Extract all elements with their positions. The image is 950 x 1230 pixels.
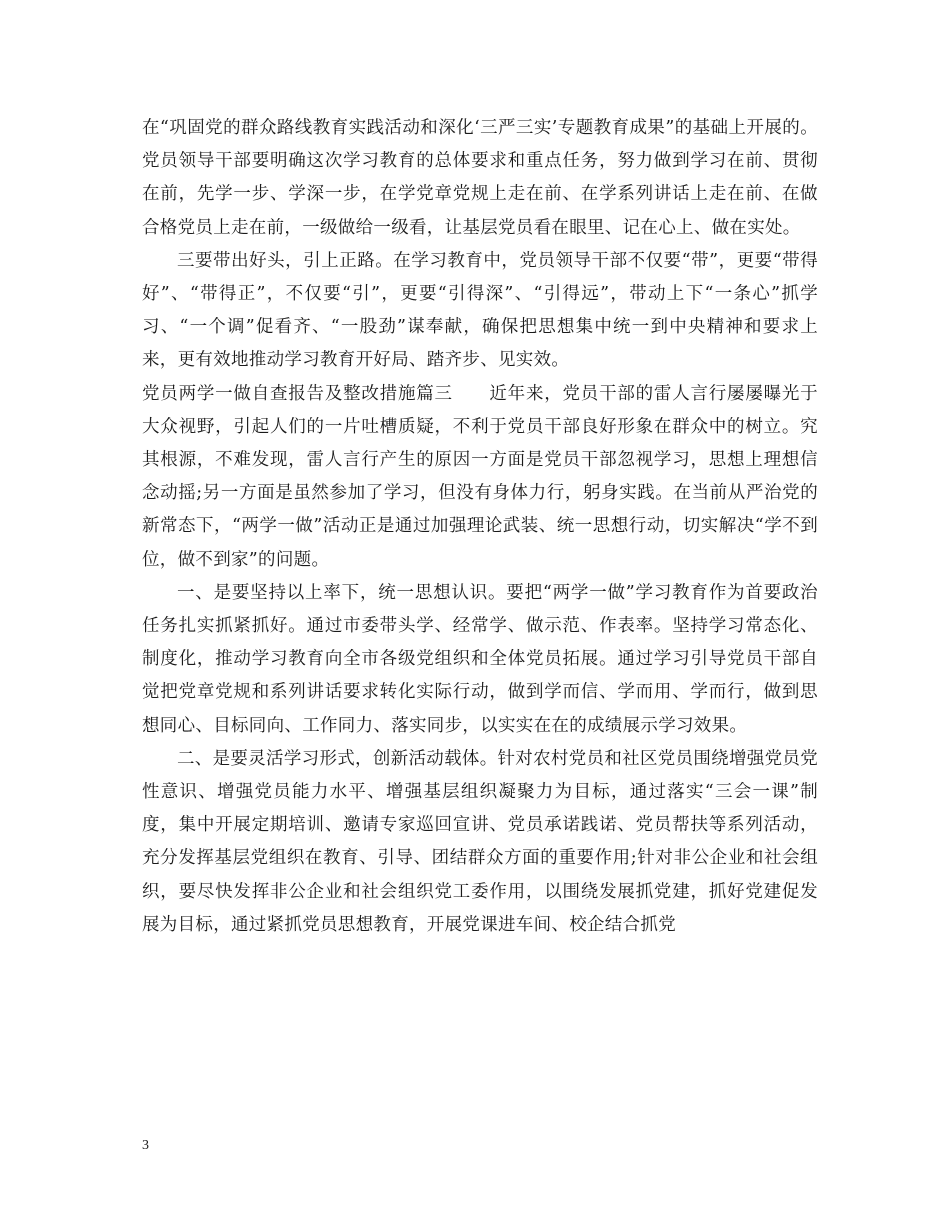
paragraph-point-one: 一、是要坚持以上率下，统一思想认识。要把“两学一做”学习教育作为首要政治任务扎实抓紧抓好。通过市委带头学、经常学、做示范、作表率。坚持学习常态化、制度化，推动学习教育向全市各级党组织和全体党员拓展。通过学习引导党员干部自觉把党章党规和系列讲话要求转化实际行动，做到学而信、学而用、学而行，做到思想同心、目标同向、工作同力、落实同步，以实实在在的成绩展示学习效果。 xyxy=(142,582,818,736)
document-body xyxy=(142,112,818,942)
page-number: 3 xyxy=(142,1138,149,1153)
paragraph-three-lead: 三要带出好头，引上正路。在学习教育中，党员领导干部不仅要“带”，更要“带得好”、“带得正”，不仅要“引”，更要“引得深”、“引得远”，带动上下“一条心”抓学习、“一个调”促看齐、“一股劲”谋奉献，确保把思想集中统一到中央精神和要求上来，更有效地推动学习教育开好局、踏齐步、见实效。 xyxy=(142,250,818,371)
paragraph-section-three: 党员两学一做自查报告及整改措施篇三 近年来，党员干部的雷人言行屡屡曝光于大众视野，引起人们的一片吐槽质疑，不利于党员干部良好形象在群众中的树立。究其根源，不难发现，雷人言行产生的原因一方面是党员干部忽视学习，思想上理想信念动摇;另一方面是虽然参加了学习，但没有身体力行，躬身实践。在当前从严治党的新常态下，“两学一做”活动正是通过加强理论武装、统一思想行动，切实解决“学不到位，做不到家”的问题。 xyxy=(142,383,818,570)
paragraph-continuation: 在“巩固党的群众路线教育实践活动和深化‘三严三实’专题教育成果”的基础上开展的。党员领导干部要明确这次学习教育的总体要求和重点任务，努力做到学习在前、贯彻在前，先学一步、学深一步，在学党章党规上走在前、在学系列讲话上走在前、在做合格党员上走在前，一级做给一级看，让基层党员看在眼里、记在心上、做在实处。 xyxy=(142,118,818,238)
paragraph-point-two: 二、是要灵活学习形式，创新活动载体。针对农村党员和社区党员围绕增强党员党性意识、增强党员能力水平、增强基层组织凝聚力为目标，通过落实“三会一课”制度，集中开展定期培训、邀请专家巡回宣讲、党员承诺践诺、党员帮扶等系列活动，充分发挥基层党组织在教育、引导、团结群众方面的重要作用;针对非公企业和社会组织，要尽快发挥非公企业和社会组织党工委作用，以围绕发展抓党建，抓好党建促发展为目标，通过紧抓党员思想教育，开展党课进车间、校企结合抓党 xyxy=(142,748,818,935)
